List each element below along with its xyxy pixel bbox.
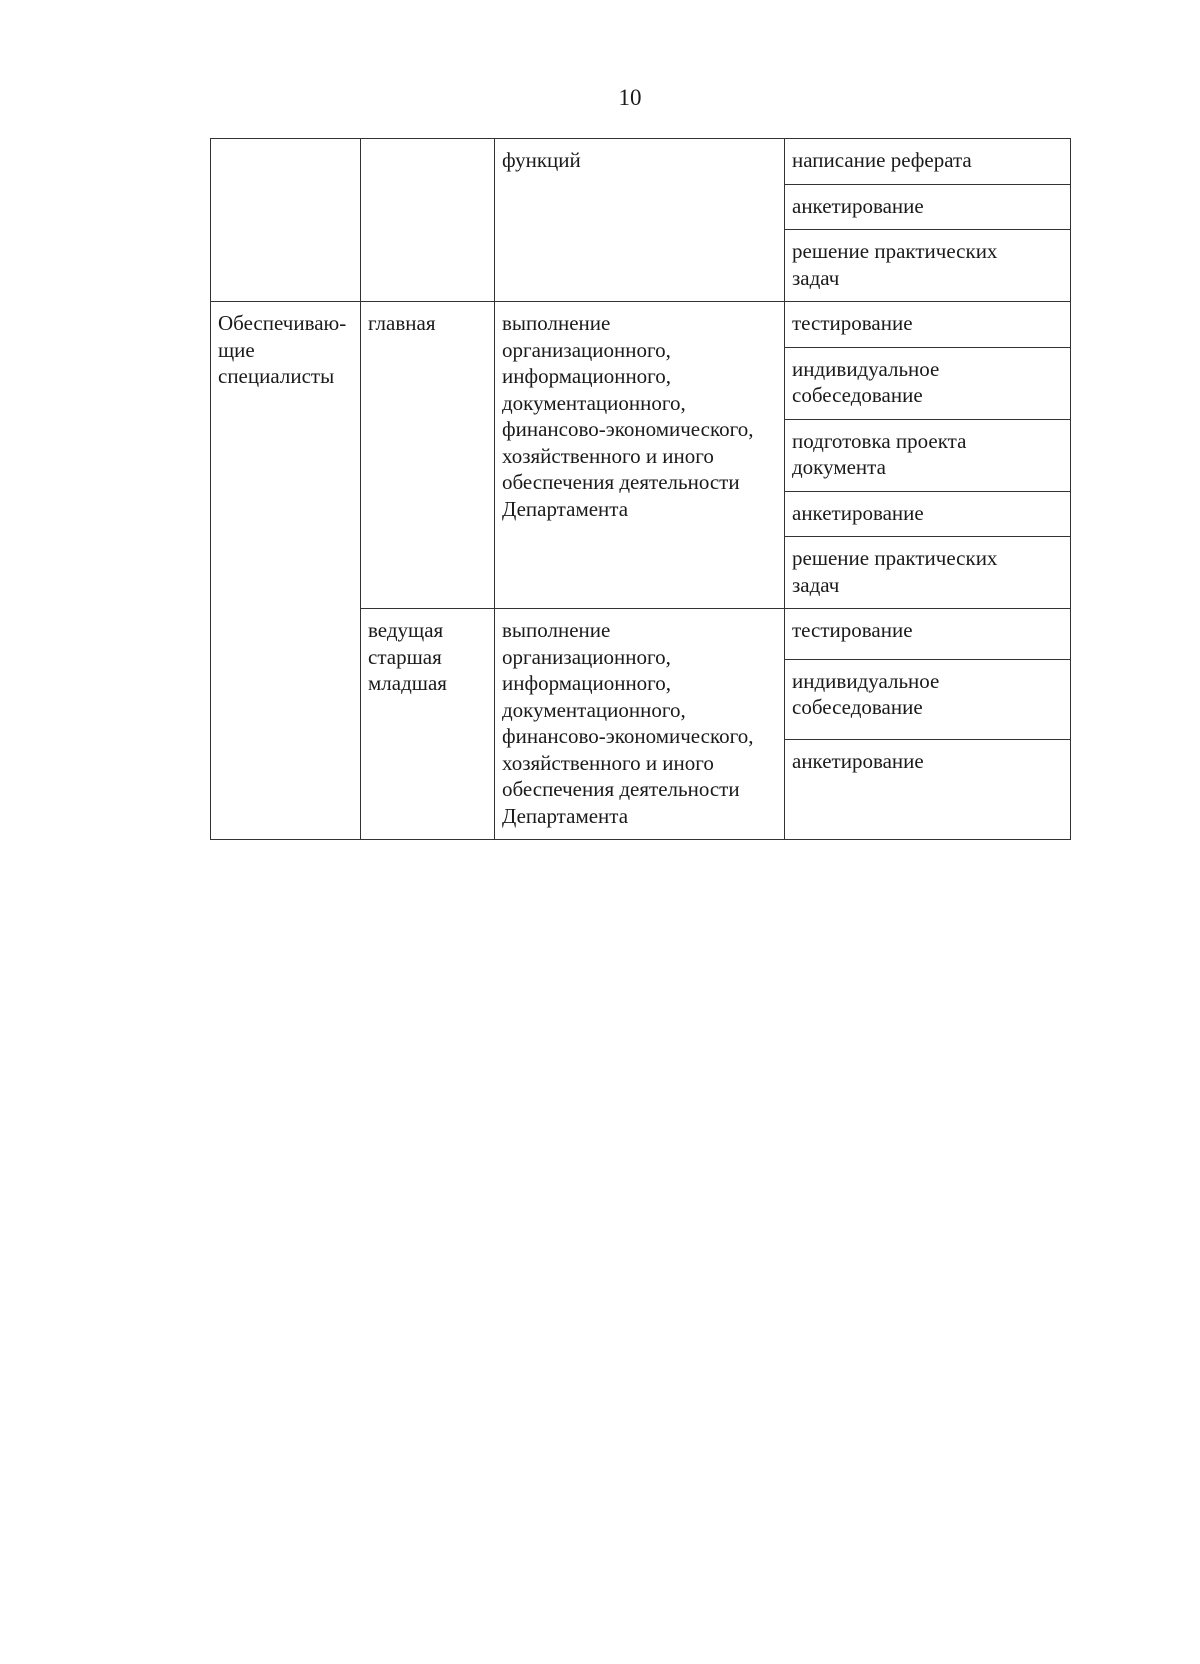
method-cell bbox=[785, 659, 1071, 739]
method-text: решение практических задач bbox=[792, 546, 998, 597]
page-number: 10 bbox=[618, 85, 642, 110]
table-row bbox=[211, 139, 1071, 185]
group-text: главная bbox=[368, 311, 436, 335]
method-text: тестирование bbox=[792, 618, 913, 642]
method-text: анкетирование bbox=[792, 500, 924, 525]
method-text: написание реферата bbox=[792, 148, 972, 172]
method-cell bbox=[785, 739, 1071, 839]
method-cell bbox=[785, 302, 1071, 348]
functions-cell bbox=[495, 609, 785, 840]
method-text: решение практических задач bbox=[792, 239, 998, 290]
functions-text: функций bbox=[502, 148, 581, 172]
functions-cell bbox=[495, 139, 785, 302]
table-row bbox=[211, 302, 1071, 348]
functions-cell bbox=[495, 302, 785, 609]
method-cell bbox=[785, 537, 1071, 609]
group-cell bbox=[361, 302, 495, 609]
method-text: тестирование bbox=[792, 311, 913, 335]
category-text: Обеспечиваю- щие специалисты bbox=[218, 311, 347, 388]
method-cell bbox=[785, 347, 1071, 419]
method-text: индивидуальное собеседование bbox=[792, 356, 940, 407]
method-cell bbox=[785, 491, 1071, 537]
functions-text: выполнение организационного, информационного, документационного, финансово-экономического, хозяйственного и иного обеспечения деятельности Департамента bbox=[502, 311, 754, 521]
group-text: ведущая старшая младшая bbox=[368, 618, 447, 695]
qualification-methods-table bbox=[210, 138, 1071, 840]
method-text: анкетирование bbox=[792, 193, 924, 218]
method-cell bbox=[785, 609, 1071, 660]
method-text: подготовка проекта документа bbox=[792, 428, 967, 479]
group-cell bbox=[361, 609, 495, 840]
category-cell bbox=[211, 302, 361, 840]
category-cell-empty bbox=[211, 139, 361, 302]
functions-text: выполнение организационного, информационного, документационного, финансово-экономического, хозяйственного и иного обеспечения деятельности Департамента bbox=[502, 618, 754, 828]
method-cell bbox=[785, 419, 1071, 491]
method-cell bbox=[785, 230, 1071, 302]
method-text: анкетирование bbox=[792, 748, 924, 773]
method-cell bbox=[785, 184, 1071, 230]
method-cell bbox=[785, 139, 1071, 185]
group-cell-empty bbox=[361, 139, 495, 302]
method-text: индивидуальное собеседование bbox=[792, 668, 940, 720]
